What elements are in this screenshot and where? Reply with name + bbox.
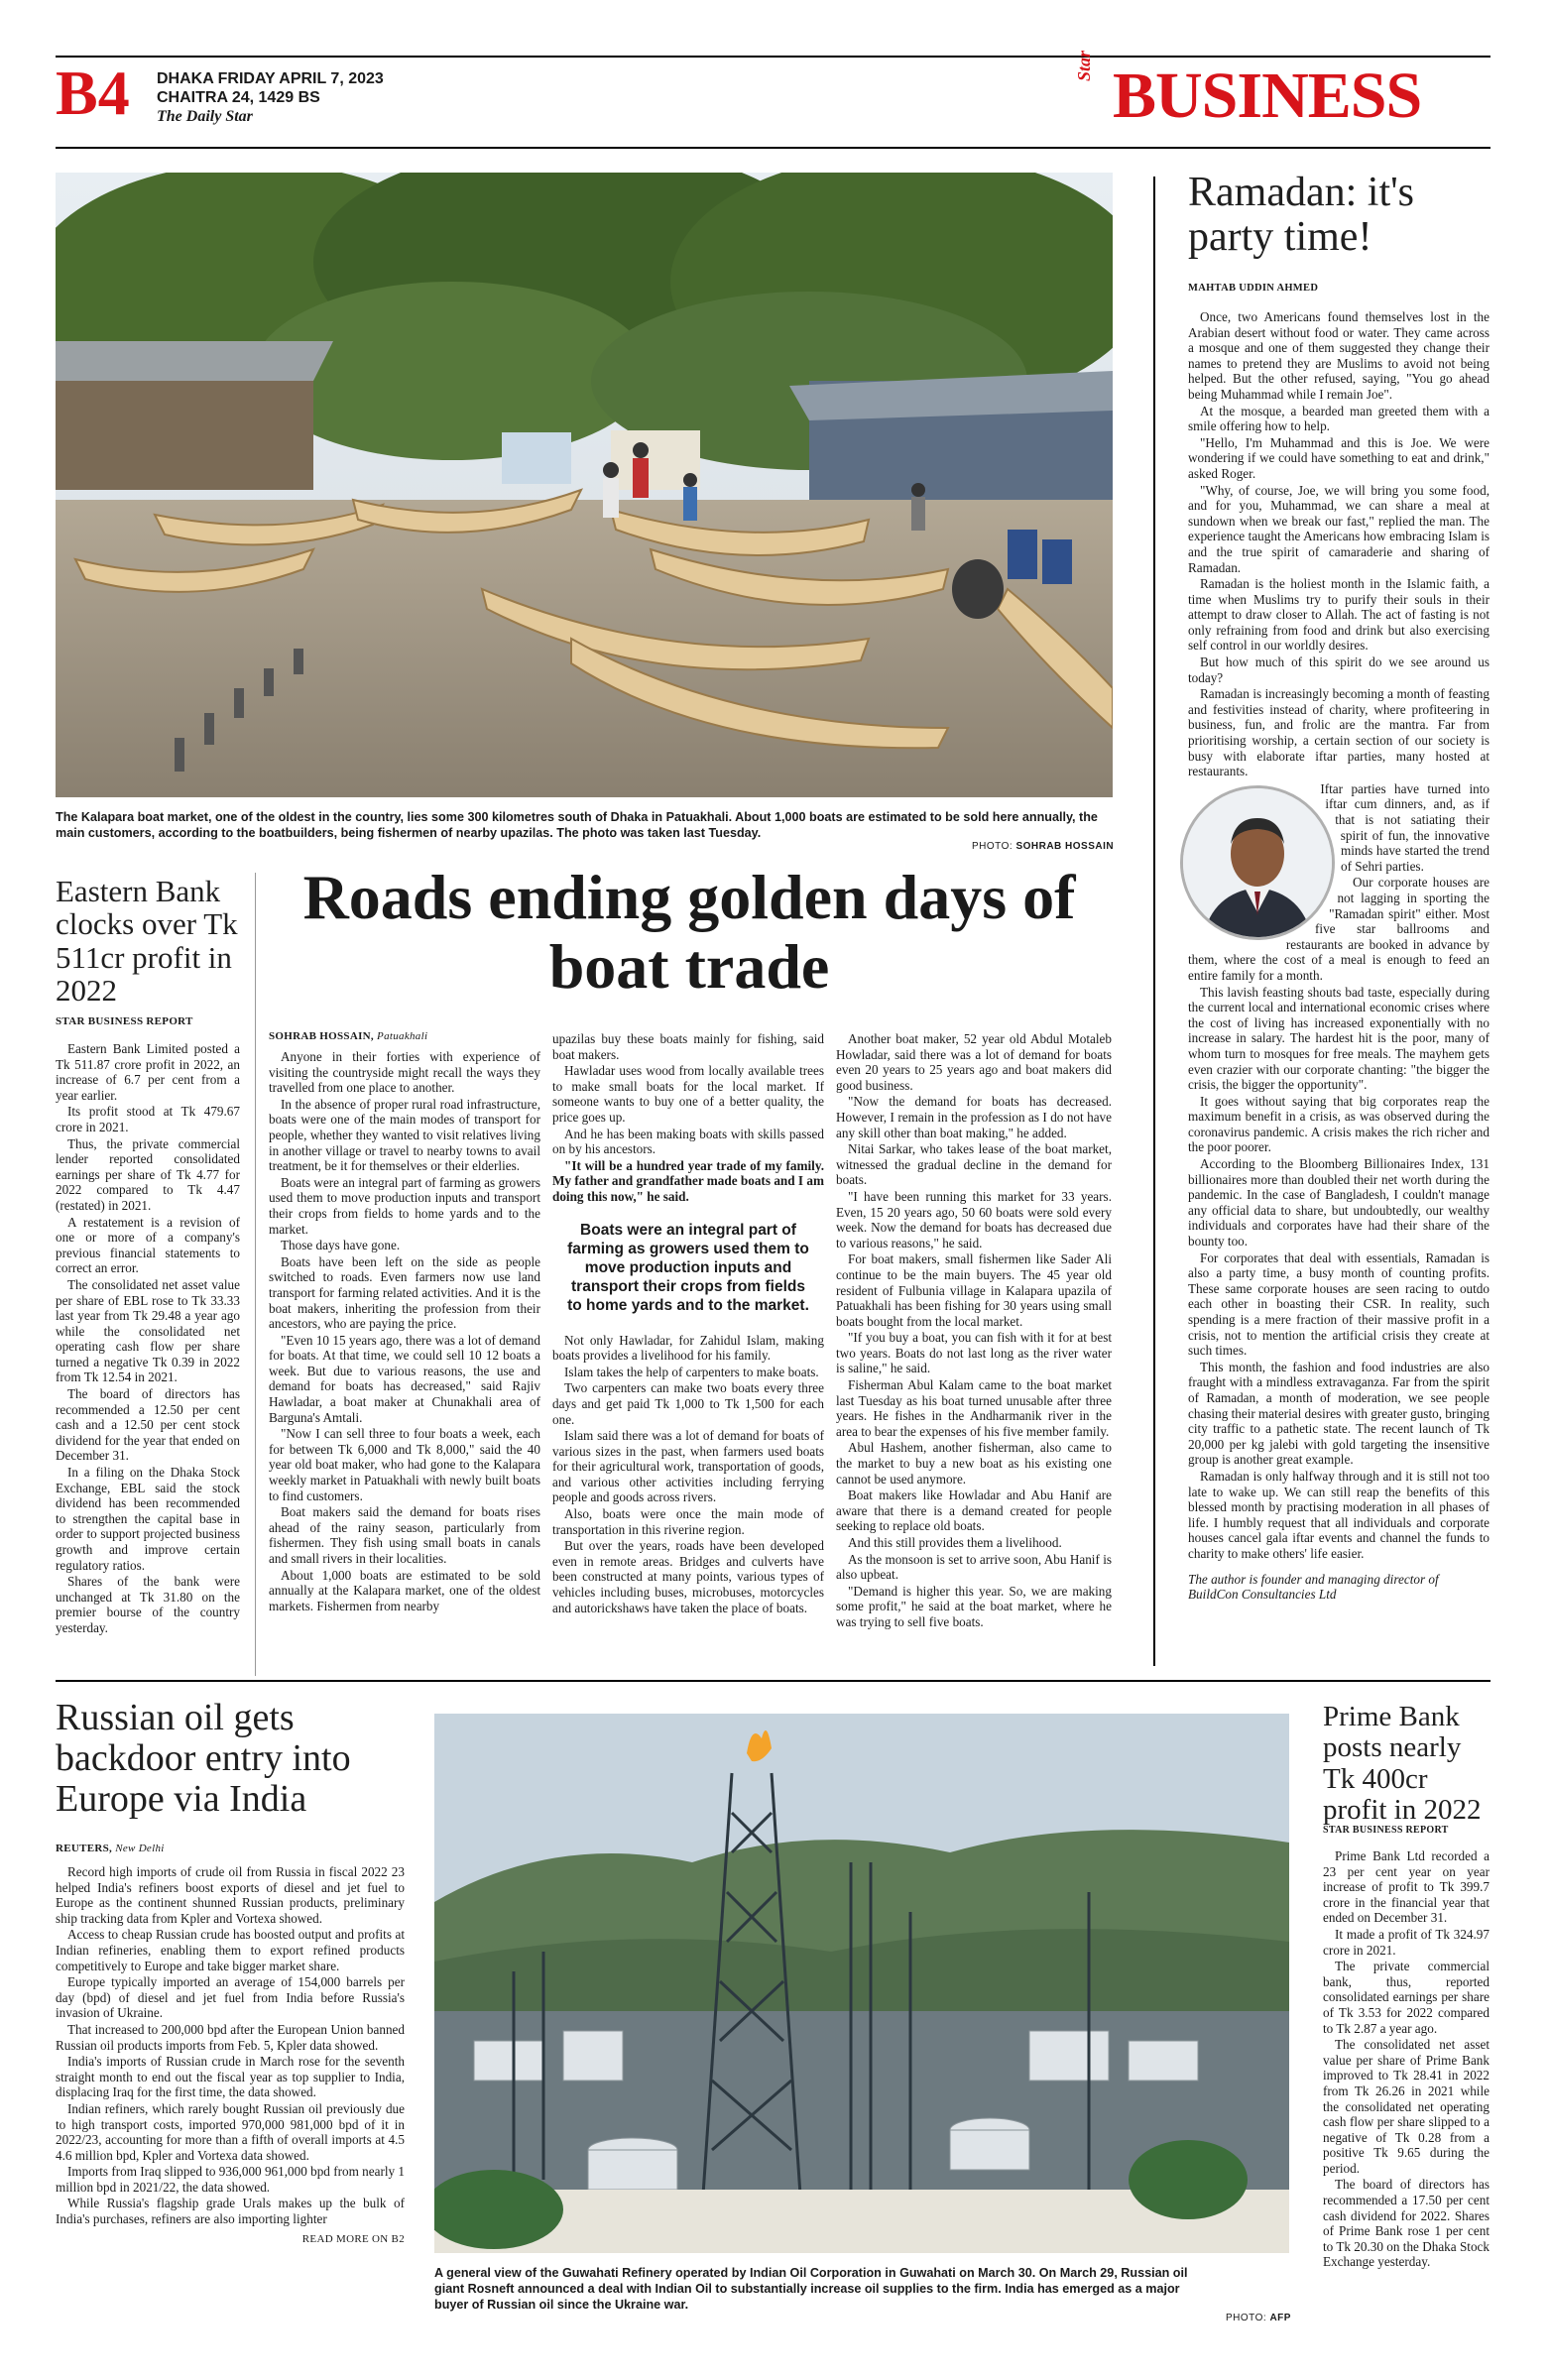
- ramadan-author-note: The author is founder and managing director of BuildCon Consultancies Ltd: [1188, 1571, 1439, 1603]
- boat-paragraph: "Now the demand for boats has decreased. However, I remain in the profession as I do not have any skill other than boat making," he added.: [836, 1094, 1112, 1140]
- ramadan-paragraph: Ramadan is increasingly becoming a month of feasting and festivities instead of charity, where profiteering in business, fun, and frolic are the mantra. Far from prioritising worship, a certain section of our society is busy with elaborate iftar parties, many hosted at restaurants.: [1188, 686, 1490, 779]
- russia-byline-place: New Delhi: [115, 1843, 165, 1854]
- ramadan-headline: Ramadan: it's party time!: [1188, 170, 1415, 261]
- boat-paragraph: "I have been running this market for 33 years. Even, 15 20 years ago, 50 60 boats were sold every week. Now the demand for boats has decreased due to various reasons," he said.: [836, 1188, 1112, 1250]
- refinery-credit-label: PHOTO:: [1226, 2313, 1267, 2323]
- ramadan-paragraph: "Hello, I'm Muhammad and this is Joe. We were wondering if we could have something to eat and drink," asked Roger.: [1188, 434, 1490, 481]
- section-logo: Star: [1074, 50, 1094, 81]
- prime-byline: STAR BUSINESS REPORT: [1323, 1825, 1449, 1836]
- russia-body: [56, 1864, 405, 2245]
- masthead-top-rule: [56, 56, 1490, 58]
- boat-paragraph: As the monsoon is set to arrive soon, Abu Hanif is also upbeat.: [836, 1551, 1112, 1583]
- boat-paragraph: In the absence of proper rural road infrastructure, boats were one of the main modes of transport for people, whether they wanted to visit relatives living in another village or travel to nearby towns to avail treatment, be it for themselves or their elderlies.: [269, 1096, 540, 1174]
- read-more-link[interactable]: READ MORE ON B2: [301, 2232, 405, 2245]
- boat-paragraph: Also, boats were once the main mode of transportation in this riverine region.: [552, 1506, 824, 1537]
- boat-pullquote: Boats were an integral part of farming as growers used them to move production inputs and transport their crops from fields to home yards and to the market.: [567, 1221, 809, 1314]
- refinery-illustration: [434, 1714, 1289, 2253]
- boat-paragraph: Another boat maker, 52 year old Abdul Motaleb Howladar, said there was a lot of demand for boats even 20 years to 25 years ago and boat makers did good business.: [836, 1031, 1112, 1093]
- boat-paragraph: Hawladar uses wood from locally available trees to make small boats for the local market. If someone wants to buy one of a better quality, the price goes up.: [552, 1063, 824, 1125]
- ebl-paragraph: The board of directors has recommended a 12.50 per cent cash and a 12.50 per cent stock dividend for the year that ended on December 31.: [56, 1386, 240, 1464]
- ramadan-body: [1188, 309, 1490, 1604]
- boat-paragraph: Boats were an integral part of farming as growers used them to move production inputs and transport their crops from fields to home yards and to the market.: [269, 1174, 540, 1237]
- ramadan-byline: MAHTAB UDDIN AHMED: [1188, 283, 1319, 294]
- boat-paragraph: Nitai Sarkar, who takes lease of the boat market, witnessed the gradual decline in the demand for boats.: [836, 1141, 1112, 1188]
- ebl-paragraph: Eastern Bank Limited posted a Tk 511.87 crore profit in 2022, an increase of 6.7 per cent from a year earlier.: [56, 1041, 240, 1103]
- ramadan-paragraph: At the mosque, a bearded man greeted them with a smile offering how to help.: [1188, 403, 1490, 434]
- boat-paragraph: "It will be a hundred year trade of my family. My father and grandfather made boats and I am doing this now," he said.: [552, 1157, 824, 1204]
- boat-paragraph: And this still provides them a livelihood.: [848, 1535, 1062, 1550]
- refinery-caption-text: A general view of the Guwahati Refinery operated by Indian Oil Corporation in Guwahati on March 30. On March 29, Russian oil giant Rosneft announced a deal with Indian Oil to substantially increase oil supplies to the firm. India has emerged as a major buyer of Russian oil since the Ukraine war.: [434, 2266, 1188, 2312]
- russia-paragraph: India's imports of Russian crude in March rose for the seventh straight month to end out the fiscal year as top supplier to India, displacing Iraq for the first time, the data showed.: [56, 2054, 405, 2100]
- prime-body: [1323, 1848, 1490, 2271]
- russia-paragraph: Access to cheap Russian crude has boosted output and profits at Indian refineries, enabling them to export refined products competitively to Europe and take bigger market share.: [56, 1927, 405, 1973]
- russia-paragraph: Record high imports of crude oil from Russia in fiscal 2022 23 helped India's refiners boost exports of diesel and jet fuel to Europe as the continent shunned Russian products, preliminary ship tracking data from Kpler and Vortexa showed.: [56, 1864, 405, 1926]
- ramadan-paragraph: For corporates that deal with essentials, Ramadan is also a party time, a busy month of counting profits. These same corporate houses are seen racing to outdo each other in boasting their CSR. In reality, such spending is a mere fraction of their massive profit in a crisis, not to mention the artificial crisis they create at such times.: [1188, 1250, 1490, 1359]
- boat-market-photo: [56, 173, 1113, 797]
- boat-byline: [269, 1030, 427, 1042]
- russia-paragraph: That increased to 200,000 bpd after the European Union banned Russian oil products imports from Feb. 5, Kpler data showed.: [56, 2021, 405, 2053]
- russia-paragraph: While Russia's flagship grade Urals makes up the bulk of India's purchases, refiners are also importing lighter: [56, 2196, 405, 2227]
- boat-column-1: [269, 1049, 540, 1614]
- ramadan-wrap-block: [1188, 781, 1490, 984]
- russia-byline: [56, 1843, 165, 1854]
- ebl-paragraph: Shares of the bank were unchanged at Tk 31.80 on the premier bourse of the country yesterday.: [56, 1574, 240, 1635]
- refinery-photo-credit: [1226, 2313, 1291, 2323]
- boat-paragraph: "Even 10 15 years ago, there was a lot of demand for boats. At that time, we could sell 10 12 boats a week. But due to various reasons, the use and demand for boats has decreased," said Rajiv Hawladar, a boat maker at Chunakhali area of Barguna's Amtali.: [269, 1332, 540, 1425]
- boat-paragraph: Two carpenters can make two boats every three days and get paid Tk 1,000 to Tk 1,500 for each one.: [552, 1380, 824, 1427]
- boat-paragraph: upazilas buy these boats mainly for fishing, said boat makers.: [552, 1031, 824, 1062]
- boat-paragraph: Boat makers like Howladar and Abu Hanif are aware that there is a demand created for people seeking to replace old boats.: [836, 1488, 1112, 1534]
- section-divider: [56, 1680, 1490, 1682]
- ebl-headline: Eastern Bank clocks over Tk 511cr profit in 2022: [56, 874, 238, 1009]
- boat-paragraph: Anyone in their forties with experience of visiting the countryside might recall the ways they travelled from one place to another.: [269, 1049, 540, 1096]
- russia-byline-name: REUTERS,: [56, 1843, 113, 1854]
- ramadan-paragraph: But how much of this spirit do we see around us today?: [1188, 654, 1490, 685]
- date-text: DHAKA FRIDAY APRIL 7, 2023: [157, 70, 384, 87]
- boat-paragraph: Islam said there was a lot of demand for boats of various sizes in the past, when farmers used boats for their agricultural work, transportation of goods, and various other activities including ferrying people and goods across rivers.: [552, 1428, 824, 1505]
- boat-paragraph: Boat makers said the demand for boats rises ahead of the rainy season, particularly from fishermen. They fish using small boats in canals and small rivers in their localities.: [269, 1504, 540, 1566]
- author-photo: [1180, 785, 1335, 940]
- refinery-photo: [434, 1714, 1289, 2253]
- ramadan-column-rule: [1153, 177, 1155, 1666]
- ebl-paragraph: Its profit stood at Tk 479.67 crore in 2021.: [56, 1104, 240, 1134]
- russia-headline: Russian oil gets backdoor entry into Europe via India: [56, 1697, 351, 1821]
- boat-paragraph: But over the years, roads have been developed even in remote areas. Bridges and culverts have been constructed at many points, various types of vehicles including buses, microbuses, motorcycles and autorickshaws have taken the place of boats.: [552, 1538, 824, 1615]
- prime-paragraph: The board of directors has recommended a 17.50 per cent cash dividend for 2022. Shares of Prime Bank rose 1 per cent to Tk 20.30 on the Dhaka Stock Exchange yesterday.: [1323, 2177, 1490, 2270]
- ramadan-paragraph: Iftar parties have turned into iftar cum dinners, and, as if that is not satiating their spirit of fun, the innovative minds have started the trend of Sehri parties.: [1320, 780, 1490, 874]
- russia-paragraph: Indian refiners, which rarely bought Russian oil previously due to high transport costs, imported 970,000 981,000 bpd of it in 2022/23, accounting for more than a fifth of overall imports at 4.5 4.6 million bpd, Kpler and Vortexa data showed.: [56, 2100, 405, 2163]
- ebl-paragraph: A restatement is a revision of one or more of a company's previous financial statements to correct an error.: [56, 1214, 240, 1276]
- boat-paragraph: Islam takes the help of carpenters to make boats.: [564, 1364, 819, 1379]
- ebl-body: [56, 1041, 240, 1637]
- ebl-paragraph: In a filing on the Dhaka Stock Exchange, EBL said the stock dividend has been recommended to strengthen the capital base in order to support projected business growth and improve certain regulatory ratios.: [56, 1465, 240, 1573]
- boat-column-3: [836, 1031, 1112, 1631]
- boat-paragraph: "Now I can sell three to four boats a week, each for between Tk 6,000 and Tk 8,000," said the 40 year old boat maker, who had gone to the Kalapara weekly market in Patuakhali with newly built boats to find customers.: [269, 1426, 540, 1503]
- boat-credit-name: SOHRAB HOSSAIN: [1015, 841, 1115, 852]
- boat-caption-text: The Kalapara boat market, one of the oldest in the country, lies some 300 kilometres south of Dhaka in Patuakhali. About 1,000 boats are estimated to be sold here annually, the main customers, according to the boatbuilders, being fishermen of nearby upazilas. The photo was taken last Tuesday.: [56, 810, 1098, 840]
- boat-byline-place: Patuakhali: [377, 1030, 428, 1042]
- paper-name: The Daily Star: [157, 108, 253, 125]
- boat-paragraph: Not only Hawladar, for Zahidul Islam, making boats provides a livelihood for his family.: [552, 1332, 824, 1364]
- prime-paragraph: The private commercial bank, thus, reported consolidated earnings per share of Tk 3.53 for 2022 compared to Tk 2.87 a year ago.: [1323, 1959, 1490, 2036]
- ramadan-paragraph: Ramadan is the holiest month in the Islamic faith, a time when Muslims try to purify their souls in their attempt to draw closer to Allah. The act of fasting is not only refraining from food and drink but also exercising self control in our worldly desires.: [1188, 576, 1490, 654]
- boat-paragraph: And he has been making boats with skills passed on by his ancestors.: [552, 1126, 824, 1157]
- ebl-column-rule: [255, 873, 256, 1676]
- refinery-photo-caption: [434, 2265, 1214, 2313]
- boat-paragraph: Fisherman Abul Kalam came to the boat market last Tuesday as his boat turned unusable after three years. He fishes in the Andharmanik river in the area to bear the expenses of his five member family.: [836, 1377, 1112, 1439]
- author-portrait: [1183, 788, 1332, 937]
- page-number: B4: [56, 58, 130, 128]
- boat-column-2: [552, 1031, 824, 1616]
- ramadan-paragraph: This month, the fashion and food industries are also fraught with a mindless extravaganza. Far from the spirit of Ramadan, a month of moderation, we see people chasing their material desires with greater gusto, bringing city traffic to a pathetic state. The recent launch of Tk 20,000 per kg jalebi with gold targeting the insensitive group is another great example.: [1188, 1359, 1490, 1468]
- boat-photo-credit: [972, 841, 1114, 852]
- boat-paragraph: "If you buy a boat, you can fish with it for at best two years. Boats do not last long as the river water is saline," he said.: [836, 1330, 1112, 1376]
- boat-market-illustration: [56, 173, 1113, 797]
- russia-paragraph: Imports from Iraq slipped to 936,000 961,000 bpd from nearly 1 million bpd in 2021/22, the data showed.: [56, 2164, 405, 2195]
- boat-credit-label: PHOTO:: [972, 841, 1013, 852]
- refinery-credit-name: AFP: [1269, 2313, 1291, 2323]
- boat-photo-caption: [56, 809, 1113, 841]
- boat-paragraph: About 1,000 boats are estimated to be sold annually at the Kalapara market, one of the oldest markets. Fishermen from nearby: [269, 1567, 540, 1613]
- boat-paragraph: For boat makers, small fishermen like Sader Ali continue to be the main buyers. The 45 year old resident of Fulbunia village in Kalapara upazila of Patuakhali has been fishing for 30 years using small boats bought from the local market.: [836, 1251, 1112, 1329]
- prime-paragraph: It made a profit of Tk 324.97 crore in 2021.: [1323, 1926, 1490, 1958]
- ramadan-paragraph: Once, two Americans found themselves lost in the Arabian desert without food or water. They came across a mosque and one of them suggested they change their names to pretend they are Muslims to avoid not being helped. But the other refused, saying, "You go ahead being Muhammad while I remain Joe".: [1188, 309, 1490, 402]
- bangla-date-text: CHAITRA 24, 1429 BS: [157, 89, 320, 106]
- boat-paragraph: "Demand is higher this year. So, we are making some profit," he said at the boat market, where he was trying to sell five boats.: [836, 1583, 1112, 1629]
- dateline: [157, 69, 384, 126]
- ebl-paragraph: The consolidated net asset value per share of EBL rose to Tk 33.33 last year from Tk 29.48 a year ago while the consolidated net operating cash flow per share turned a negative Tk 0.39 in 2022 from Tk 12.54 in 2021.: [56, 1276, 240, 1385]
- prime-paragraph: Prime Bank Ltd recorded a 23 per cent year on year increase of profit to Tk 399.7 crore in the financial year that ended on December 31.: [1323, 1848, 1490, 1926]
- ramadan-paragraph: "Why, of course, Joe, we will bring you some food, and for you, Muhammad, we can share a meal at sundown when we break our fast," replied the man. The experience taught the Americans how embracing Islam is and the true spirit of camaraderie and sharing of Ramadan.: [1188, 482, 1490, 575]
- ebl-byline: STAR BUSINESS REPORT: [56, 1015, 193, 1027]
- masthead-bottom-rule: [56, 147, 1490, 149]
- ramadan-paragraph: According to the Bloomberg Billionaires Index, 131 billionaires more than doubled their net worth during the pandemic. In the case of Bangladesh, I couldn't manage any official data to share, but undoubtedly, our wealthy individuals and corporates have had their share of the bounty too.: [1188, 1156, 1490, 1250]
- boat-paragraph: Boats have been left on the side as people switched to roads. Even farmers now use land transport for farming related activities. And it is the boat makers, inheriting the profession from their ancestors, who are paying the price.: [269, 1253, 540, 1332]
- boat-headline: Roads ending golden days of boat trade: [302, 862, 1076, 1002]
- prime-paragraph: The consolidated net asset value per share of Prime Bank improved to Tk 28.41 in 2022 from Tk 26.26 in 2021 while the consolidated net operating cash flow per share slipped to a negative of Tk 0.28 from a positive Tk 9.65 during the period.: [1323, 2037, 1490, 2176]
- ramadan-paragraph: It goes without saying that big corporates reap the maximum benefit in a crisis, as was observed during the coronavirus pandemic. A crisis makes the rich richer and the poor poorer.: [1188, 1093, 1490, 1155]
- ramadan-paragraph: This lavish feasting shouts bad taste, especially during the current local and international economic crises where the cost of living has increased exponentially with no increase in salary. The hardest hit is the poor, many of whom turn to mosques for free meals. The mayhem gets even crazier with our corporate chanting: "the bigger the crisis, the bigger the opportunity".: [1188, 984, 1490, 1093]
- prime-headline: Prime Bank posts nearly Tk 400cr profit in 2022: [1323, 1701, 1482, 1826]
- ramadan-paragraph: Our corporate houses are not lagging in sporting the "Ramadan spirit" either. Most five star ballrooms and restaurants are booked in advance by them, where the cost of a meal is enough to feed an entire family for a month.: [1188, 875, 1490, 983]
- russia-paragraph: Europe typically imported an average of 154,000 barrels per day (bpd) of diesel and jet fuel from India before Russia's invasion of Ukraine.: [56, 1974, 405, 2021]
- boat-paragraph: Those days have gone.: [281, 1238, 401, 1253]
- boat-byline-name: SOHRAB HOSSAIN,: [269, 1030, 374, 1042]
- boat-paragraph: Abul Hashem, another fisherman, also came to the market to buy a new boat as his existing one cannot be used anymore.: [836, 1440, 1112, 1487]
- section-title: BUSINESS: [1113, 60, 1422, 132]
- ramadan-paragraph: Ramadan is only halfway through and it is still not too late to wake up. We can still reap the benefits of this blessed month by practising moderation in all phases of life. I humbly request that all individuals and corporate houses cancel gala iftar events and channel the funds to charity to make others' life easier.: [1188, 1468, 1490, 1561]
- ebl-paragraph: Thus, the private commercial lender reported consolidated earnings per share of Tk 4.77 for 2022 compared to Tk 4.47 (restated) in 2021.: [56, 1135, 240, 1213]
